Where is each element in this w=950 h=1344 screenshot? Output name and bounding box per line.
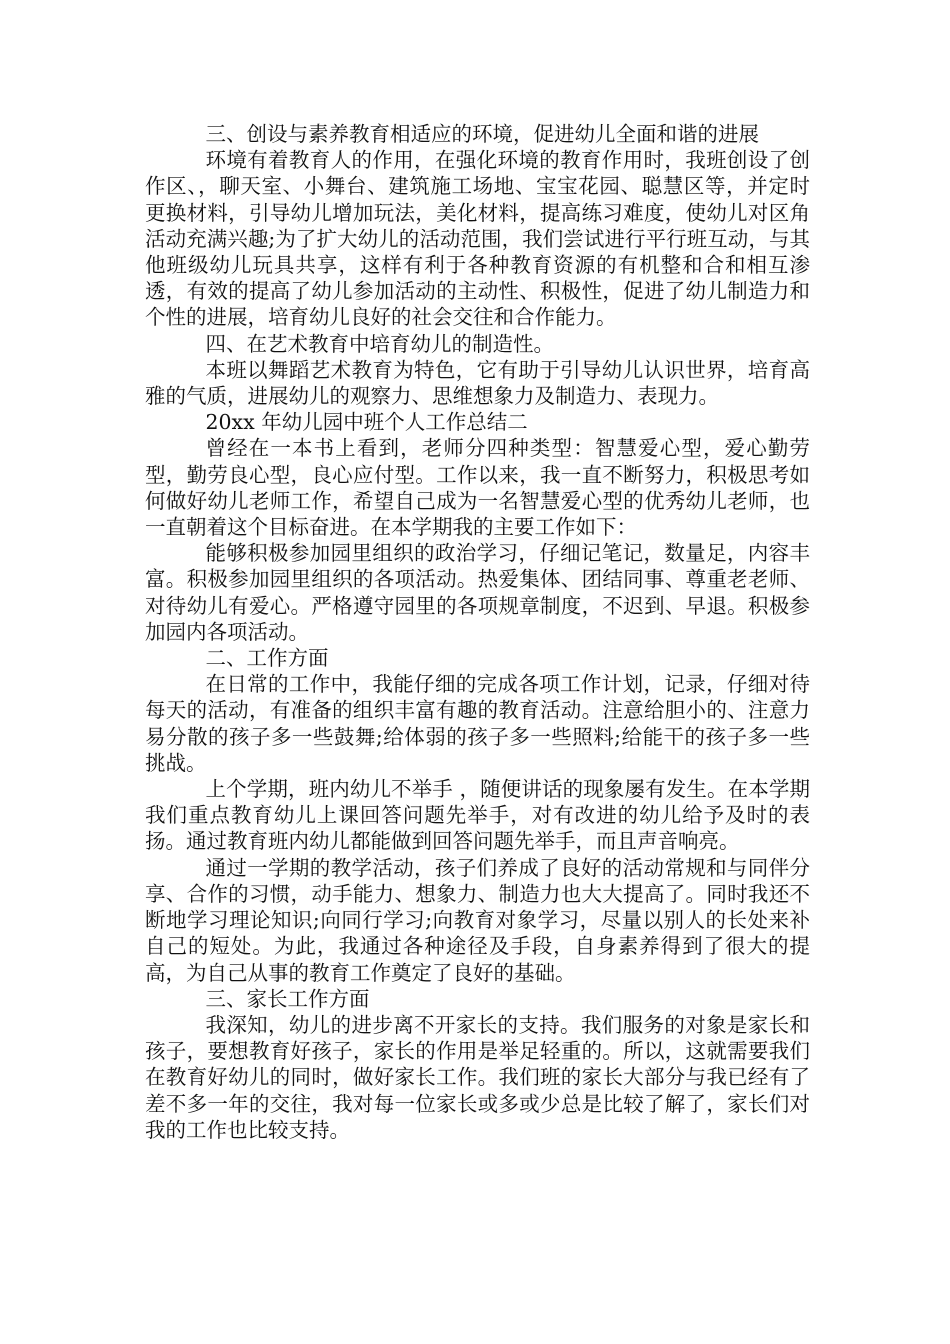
document-subtitle: 20xx 年幼儿园中班个人工作总结二: [205, 410, 528, 435]
paragraph-teacher-types: 曾经在一本书上看到，老师分四种类型：智慧爱心型，爱心勤劳型，勤劳良心型，良心应付型。工作以来，我一直不断努力，积极思考如何做好幼儿老师工作，希望自己成为一名智慧爱心型的优秀幼儿老师，也一直朝着这个目标奋进。在本学期我的主要工作如下：: [145, 436, 810, 540]
section-heading-art-education: 四、在艺术教育中培育幼儿的制造性。: [205, 331, 554, 356]
paragraph-daily-work: 在日常的工作中，我能仔细的完成各项工作计划，记录，仔细对待每天的活动，有准备的组织丰富有趣的教育活动。注意给胆小的、注意力易分散的孩子多一些鼓舞;给体弱的孩子多一些照料;给能干的孩子多一些挑战。: [145, 672, 810, 775]
paragraph-parent-work: 我深知，幼儿的进步离不开家长的支持。我们服务的对象是家长和孩子，要想教育好孩子，家长的作用是举足轻重的。所以，这就需要我们在教育好幼儿的同时，做好家长工作。我们班的家长大部分与我已经有了差不多一年的交往，我对每一位家长或多或少总是比较了解了，家长们对我的工作也比较支持。: [145, 1012, 810, 1142]
paragraph-environment: 环境有着教育人的作用，在强化环境的教育作用时，我班创设了创作区、，聊天室、小舞台、建筑施工场地、宝宝花园、聪慧区等，并定时更换材料，引导幼儿增加玩法，美化材料，提高练习难度，使幼儿对区角活动充满兴趣;为了扩大幼儿的活动范围，我们尝试进行平行班互动，与其他班级幼儿玩具共享，这样有利于各种教育资源的有机整和合和相互渗透，有效的提高了幼儿参加活动的主动性、积极性，促进了幼儿制造力和个性的进展，培育幼儿良好的社会交往和合作能力。: [145, 148, 810, 330]
paragraph-raise-hands: 上个学期，班内幼儿不举手 ，随便讲话的现象屡有发生。在本学期我们重点教育幼儿上课回答问题先举手，对有改进的幼儿给予及时的表扬。通过教育班内幼儿都能做到回答问题先举手，而且声音响亮。: [145, 777, 810, 854]
section-heading-work: 二、工作方面: [205, 646, 329, 671]
section-heading-parents: 三、家长工作方面: [205, 986, 370, 1011]
paragraph-dance-education: 本班以舞蹈艺术教育为特色，它有助于引导幼儿认识世界，培育高雅的气质，进展幼儿的观察力、思维想象力及制造力、表现力。: [145, 357, 810, 409]
section-heading-environment: 三、创设与素养教育相适应的环境，促进幼儿全面和谐的进展: [205, 122, 759, 146]
paragraph-semester-results: 通过一学期的教学活动，孩子们养成了良好的活动常规和与同伴分享、合作的习惯，动手能力、想象力、制造力也大大提高了。同时我还不断地学习理论知识;向同行学习;向教育对象学习，尽量以别人的长处来补自己的短处。为此，我通过各种途径及手段，自身素养得到了很大的提高，为自己从事的教育工作奠定了良好的基础。: [145, 855, 810, 985]
paragraph-political-study: 能够积极参加园里组织的政治学习，仔细记笔记，数量足，内容丰富。积极参加园里组织的各项活动。热爱集体、团结同事、尊重老老师、对待幼儿有爱心。严格遵守园里的各项规章制度，不迟到、早退。积极参加园内各项活动。: [145, 541, 810, 644]
document-body: [145, 121, 810, 1143]
